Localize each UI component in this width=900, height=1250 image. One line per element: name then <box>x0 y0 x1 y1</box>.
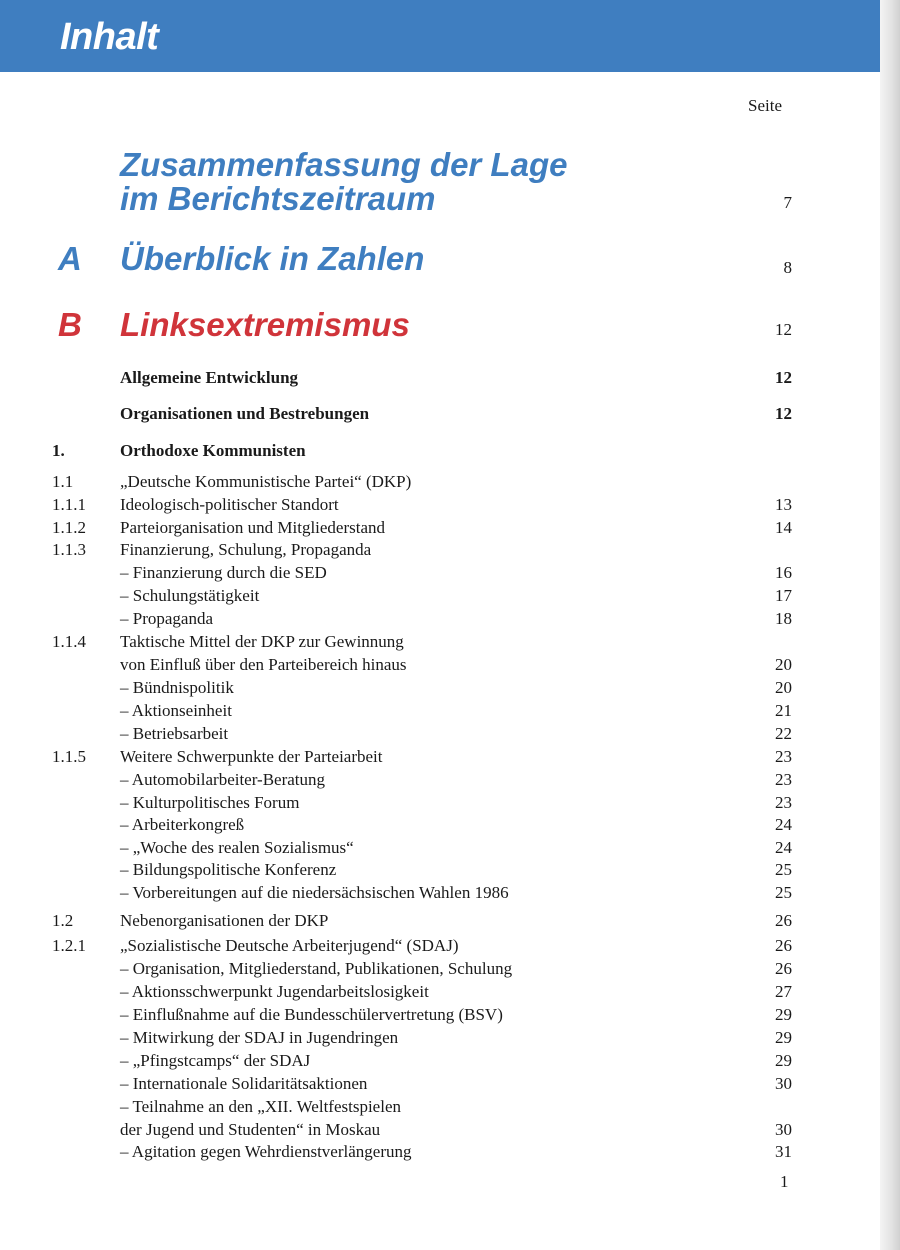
toc-entry-page: 22 <box>775 724 792 743</box>
toc-entry-page: 30 <box>775 1120 792 1139</box>
toc-entry-page: 23 <box>775 793 792 812</box>
toc-entry-number: 1.1.5 <box>52 747 86 766</box>
toc-entry-text: Allgemeine Entwicklung <box>120 368 299 387</box>
toc-entry <box>0 584 880 607</box>
toc-entry-text: – Einflußnahme auf die Bundesschülervertretung (BSV) <box>120 1005 503 1024</box>
toc-entry <box>0 1026 880 1049</box>
toc-entry-text: Ideologisch-politischer Standort <box>120 495 339 514</box>
toc-entry-text: – Bündnispolitik <box>120 678 234 697</box>
toc-entry <box>0 366 880 389</box>
footer-page-number: 1 <box>780 1172 789 1191</box>
toc-entry <box>0 813 880 836</box>
section-a-page: 8 <box>783 258 792 277</box>
toc-entry <box>0 607 880 630</box>
toc-entry <box>0 1072 880 1095</box>
summary-page: 7 <box>783 193 792 212</box>
toc-entry-page: 26 <box>775 911 792 930</box>
toc-entry <box>0 439 880 462</box>
toc-entry-page: 13 <box>775 495 792 514</box>
toc-entry-text: – Automobilarbeiter-Beratung <box>120 770 326 789</box>
toc-entry-number: 1.1.3 <box>52 540 86 559</box>
toc-entry <box>0 836 880 859</box>
toc-entry-page: 29 <box>775 1051 792 1070</box>
toc-entry-text: „Deutsche Kommunistische Partei“ (DKP) <box>120 472 412 491</box>
toc-entry-text: „Sozialistische Deutsche Arbeiterjugend“ (SDAJ) <box>120 936 459 955</box>
toc-entry-page: 29 <box>775 1028 792 1047</box>
toc-entry-page: 23 <box>775 770 792 789</box>
toc-entry <box>0 1140 880 1163</box>
section-a-title: Überblick in Zahlen <box>120 240 425 277</box>
toc-entry <box>0 1003 880 1026</box>
toc-entry-number: 1.1.4 <box>52 632 86 651</box>
toc-entry-number: 1.1.2 <box>52 518 86 537</box>
section-a-letter: A <box>58 240 82 277</box>
toc-entry-page: 27 <box>775 982 792 1001</box>
toc-entry-text: – Arbeiterkongreß <box>120 815 245 834</box>
toc-entry-text: Weitere Schwerpunkte der Parteiarbeit <box>120 747 383 766</box>
section-b-page: 12 <box>775 320 792 339</box>
toc-entry <box>0 676 880 699</box>
toc-entry-text: – „Woche des realen Sozialismus“ <box>120 838 354 857</box>
summary-heading-line2: im Berichtszeitraum <box>120 180 436 217</box>
toc-entry-text: Orthodoxe Kommunisten <box>120 441 306 460</box>
toc-entry-page: 26 <box>775 936 792 955</box>
toc-entry-number: 1.2.1 <box>52 936 86 955</box>
toc-entry-text: – Mitwirkung der SDAJ in Jugendringen <box>120 1028 399 1047</box>
toc-entry <box>0 768 880 791</box>
toc-entry <box>0 493 880 516</box>
toc-entry <box>0 470 880 493</box>
toc-entry-page: 16 <box>775 563 792 582</box>
toc-entry-text: Organisationen und Bestrebungen <box>120 404 370 423</box>
toc-entry <box>0 858 880 881</box>
toc-entry-page: 18 <box>775 609 792 628</box>
toc-entry <box>0 791 880 814</box>
toc-entry <box>0 699 880 722</box>
toc-entry-text: – Kulturpolitisches Forum <box>120 793 300 812</box>
toc-entry-text: – Agitation gegen Wehrdienstverlängerung <box>120 1142 412 1161</box>
toc-entry-text: Parteiorganisation und Mitgliederstand <box>120 518 386 537</box>
page-column-label: Seite <box>748 96 782 115</box>
section-b-letter: B <box>58 306 82 343</box>
toc-entry-page: 25 <box>775 860 792 879</box>
header-banner <box>0 0 880 72</box>
toc-entry-text: – Aktionsschwerpunkt Jugendarbeitslosigkeit <box>120 982 429 1001</box>
toc-entry-number: 1.1.1 <box>52 495 86 514</box>
toc-entry <box>0 1118 880 1141</box>
toc-entry-number: 1. <box>52 441 65 460</box>
toc-entry-text: – Schulungstätigkeit <box>120 586 260 605</box>
toc-entry-text: – Organisation, Mitgliederstand, Publikationen, Schulung <box>120 959 513 978</box>
toc-entry-text: – Propaganda <box>120 609 214 628</box>
toc-entry-text: – Aktionseinheit <box>120 701 232 720</box>
toc-entry <box>0 630 880 653</box>
toc-entry <box>0 980 880 1003</box>
toc-entry-page: 24 <box>775 815 792 834</box>
toc-entry <box>0 538 880 561</box>
toc-entry <box>0 1049 880 1072</box>
toc-entry-text: von Einfluß über den Parteibereich hinaus <box>120 655 407 674</box>
toc-entry-text: – „Pfingstcamps“ der SDAJ <box>120 1051 311 1070</box>
toc-entry-page: 12 <box>775 404 792 423</box>
toc-entry-text: Finanzierung, Schulung, Propaganda <box>120 540 372 559</box>
toc-entry <box>0 881 880 904</box>
toc-entry-text: – Internationale Solidaritätsaktionen <box>120 1074 368 1093</box>
toc-entry-text: – Bildungspolitische Konferenz <box>120 860 337 879</box>
toc-entry-text: der Jugend und Studenten“ in Moskau <box>120 1120 381 1139</box>
toc-entry-page: 20 <box>775 655 792 674</box>
toc-entry <box>0 1095 880 1118</box>
toc-entry-page: 14 <box>775 518 792 537</box>
toc-entry-text: – Vorbereitungen auf die niedersächsischen Wahlen 1986 <box>120 883 509 902</box>
toc-entry-page: 24 <box>775 838 792 857</box>
toc-entry-number: 1.1 <box>52 472 74 491</box>
page-title: Inhalt <box>60 16 159 58</box>
toc-entry <box>0 722 880 745</box>
section-b-title: Linksextremismus <box>120 306 410 343</box>
toc-entry-page: 25 <box>775 883 792 902</box>
toc-entry <box>0 934 880 957</box>
toc-entry-text: Taktische Mittel der DKP zur Gewinnung <box>120 632 404 651</box>
toc-entry <box>0 653 880 676</box>
toc-entry-text: – Finanzierung durch die SED <box>120 563 327 582</box>
toc-entry-text: Nebenorganisationen der DKP <box>120 911 329 930</box>
toc-entry <box>0 957 880 980</box>
toc-entry-page: 31 <box>775 1142 792 1161</box>
summary-heading-line1: Zusammenfassung der Lage <box>120 146 568 183</box>
toc-entry-page: 26 <box>775 959 792 978</box>
toc-entry-page: 12 <box>775 368 792 387</box>
toc-entry-text: – Betriebsarbeit <box>120 724 229 743</box>
toc-entry-page: 23 <box>775 747 792 766</box>
toc-entry-text: – Teilnahme an den „XII. Weltfestspielen <box>120 1097 401 1116</box>
page-edge-shadow <box>880 0 900 1250</box>
toc-entry <box>0 516 880 539</box>
toc-entry-page: 21 <box>775 701 792 720</box>
toc-entry <box>0 402 880 425</box>
toc-entry <box>0 909 880 932</box>
toc-entry <box>0 561 880 584</box>
toc-entry-page: 20 <box>775 678 792 697</box>
toc-entry-number: 1.2 <box>52 911 74 930</box>
toc-entry-page: 30 <box>775 1074 792 1093</box>
toc-entry-page: 17 <box>775 586 792 605</box>
toc-entry-page: 29 <box>775 1005 792 1024</box>
toc-entry <box>0 745 880 768</box>
